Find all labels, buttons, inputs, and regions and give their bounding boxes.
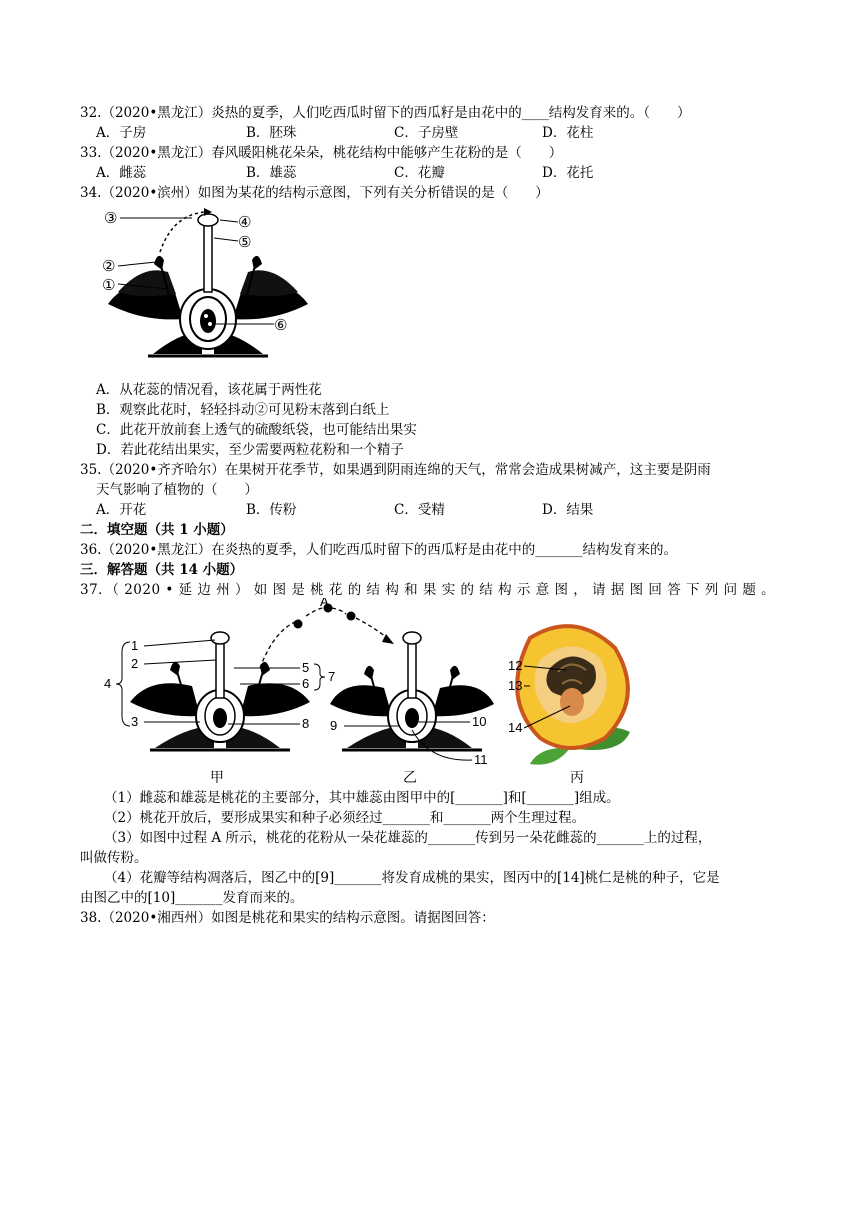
q37-num-3: 3 xyxy=(131,714,139,729)
flower-jia xyxy=(130,632,310,750)
q37-num-8: 8 xyxy=(302,716,310,731)
q36-text: 36.（2020•黑龙江）在炎热的夏季，人们吃西瓜时留下的西瓜籽是由花中的_______结构发育来的。 xyxy=(80,542,678,558)
q37-num-12: 12 xyxy=(508,658,523,673)
q32-option-c: C．子房壁 xyxy=(394,125,459,141)
q37-num-5: 5 xyxy=(302,660,310,675)
q34-label-4: ④ xyxy=(238,214,252,231)
peach-fruit xyxy=(517,626,630,765)
q34-stem: 34.（2020•滨州）如图为某花的结构示意图，下列有关分析错误的是（ ） xyxy=(80,185,549,201)
q34-label-1: ① xyxy=(102,277,116,294)
q37-sub3-line2: 叫做传粉。 xyxy=(80,850,148,866)
q37-num-11: 11 xyxy=(474,752,488,767)
q35-stem-line2: 天气影响了植物的（ ） xyxy=(96,482,258,498)
q37-num-14: 14 xyxy=(508,720,523,735)
q37-caption-bing: 丙 xyxy=(570,770,584,786)
q34-option-d: D．若此花结出果实，至少需要两粒花粉和一个精子 xyxy=(96,442,404,458)
q37-num-2: 2 xyxy=(131,656,139,671)
q37-caption-jia: 甲 xyxy=(210,770,224,786)
q33-option-a: A．雌蕊 xyxy=(96,165,147,181)
section-fill-in-heading: 二．填空题（共 1 小题） xyxy=(80,522,234,538)
q37-sub4-line2: 由图乙中的[10]_______发育而来的。 xyxy=(80,890,304,906)
flower-yi xyxy=(330,632,494,750)
q35-option-b: B．传粉 xyxy=(246,502,297,518)
q33-option-c: C．花瓣 xyxy=(394,165,445,181)
q37-num-9: 9 xyxy=(330,718,338,733)
q37-num-13: 13 xyxy=(508,678,523,693)
q37-sub3-line1: （3）如图中过程 A 所示，桃花的花粉从一朵花雄蕊的_______传到另一朵花雌蕊的_______上的过程， xyxy=(104,830,712,846)
q35-option-c: C．受精 xyxy=(394,502,445,518)
q37-num-10: 10 xyxy=(472,714,487,729)
q37-stem: 37．（ 2020 • 延 边 州 ） 如 图 是 桃 花 的 结 构 和 果 实 的 结 构 示 意 图 ， 请 据 图 回 答 下 列 问 题 。 xyxy=(80,582,776,598)
q32-stem: 32.（2020•黑龙江）炎热的夏季，人们吃西瓜时留下的西瓜籽是由花中的____结构发育来的。（ ） xyxy=(80,105,691,121)
q37-arrow-label-a: A xyxy=(320,598,329,609)
q37-num-4: 4 xyxy=(104,676,112,691)
q35-stem-line1: 35.（2020•齐齐哈尔）在果树开花季节，如果遇到阴雨连绵的天气，常常会造成果树减产，这主要是阴雨 xyxy=(80,462,711,478)
q37-sub2: （2）桃花开放后，要形成果实和种子必须经过_______和_______两个生理过程。 xyxy=(104,810,586,826)
q32-option-a: A．子房 xyxy=(96,125,147,141)
q32-option-b: B．胚珠 xyxy=(246,125,297,141)
q34-option-c: C．此花开放前套上透气的硫酸纸袋，也可能结出果实 xyxy=(96,422,417,438)
q35-option-d: D．结果 xyxy=(542,502,594,518)
q34-flower-figure xyxy=(98,204,318,362)
q37-sub1: （1）雌蕊和雄蕊是桃花的主要部分，其中雄蕊由图甲中的[_______]和[_______]组成。 xyxy=(104,790,620,806)
q37-peach-figure xyxy=(100,598,660,788)
q37-num-7: 7 xyxy=(328,669,336,684)
section-answer-heading: 三．解答题（共 14 小题） xyxy=(80,562,244,578)
q38-stem: 38.（2020•湘西州）如图是桃花和果实的结构示意图。请据图回答： xyxy=(80,910,495,926)
q37-caption-yi: 乙 xyxy=(403,770,417,786)
q33-option-b: B．雄蕊 xyxy=(246,165,297,181)
q34-label-6: ⑥ xyxy=(274,317,288,334)
q34-label-3: ③ xyxy=(104,210,118,227)
q37-num-6: 6 xyxy=(302,676,310,691)
q33-stem: 33.（2020•黑龙江）春风暖阳桃花朵朵，桃花结构中能够产生花粉的是（ ） xyxy=(80,145,563,161)
q37-sub4-line1: （4）花瓣等结构凋落后，图乙中的[9]_______将发育成桃的果实，图丙中的[14]桃仁是桃的种子，它是 xyxy=(104,870,720,886)
q34-label-2: ② xyxy=(102,258,116,275)
q34-option-a: A．从花蕊的情况看，该花属于两性花 xyxy=(96,382,322,398)
q35-option-a: A．开花 xyxy=(96,502,147,518)
q37-num-1: 1 xyxy=(131,638,139,653)
q34-option-b: B．观察此花时，轻轻抖动②可见粉末落到白纸上 xyxy=(96,402,390,418)
q32-option-d: D．花柱 xyxy=(542,125,594,141)
q34-label-5: ⑤ xyxy=(238,234,252,251)
q33-option-d: D．花托 xyxy=(542,165,594,181)
